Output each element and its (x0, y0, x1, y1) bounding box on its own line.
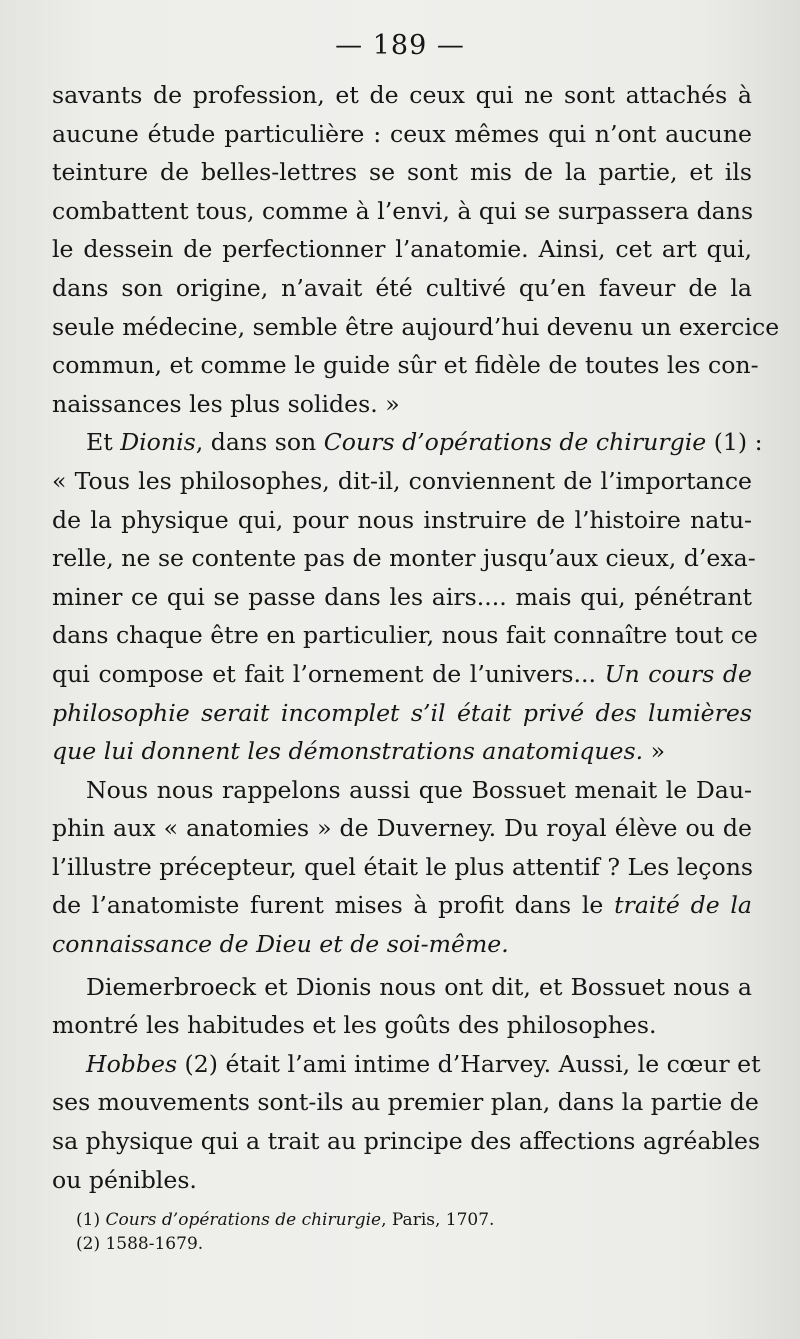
text-line: de l’anatomiste furent mises à profit dans le traité de la (52, 891, 752, 920)
text-line: teinture de belles-lettres se sont mis de la partie, et ils (52, 158, 752, 187)
text-line: Hobbes (2) était l’ami intime d’Harvey. Aussi, le cœur et (86, 1049, 761, 1078)
text-line: sa physique qui a trait au principe des affections agréables (52, 1127, 761, 1156)
text-line: seule médecine, semble être aujourd’hui devenu un exercice (52, 312, 780, 341)
paragraph (52, 76, 780, 423)
text-line: philosophie serait incomplet s’il était privé des lumières (52, 698, 752, 727)
text-line: combattent tous, comme à l’envi, à qui se surpassera dans (52, 196, 754, 225)
text-line: ou pénibles. (52, 1165, 197, 1194)
text-line: dans son origine, n’avait été cultivé qu’en faveur de la (52, 273, 752, 302)
text-line: commun, et comme le guide sûr et fidèle de toutes les con- (52, 351, 759, 380)
page-number: — 189 — (335, 30, 465, 61)
body-text (52, 76, 780, 1199)
text-line: connaissance de Dieu et de soi-même. (52, 930, 509, 959)
text-line: relle, ne se contente pas de monter jusqu’aux cieux, d’exa- (52, 544, 756, 573)
paragraph (52, 968, 752, 1045)
text-line: phin aux « anatomies » de Duverney. Du royal élève ou de (52, 814, 752, 843)
footnotes (76, 1208, 676, 1256)
paragraph (52, 423, 763, 770)
footnote: (1) Cours d’opérations de chirurgie, Paris, 1707. (76, 1210, 495, 1230)
text-line: « Tous les philosophes, dit-il, conviennent de l’importance (52, 466, 752, 495)
text-line: Et Dionis, dans son Cours d’opérations de chirurgie (1) : (86, 428, 763, 457)
paragraph (52, 1045, 761, 1199)
text-line: Nous nous rappelons aussi que Bossuet menait le Dau- (86, 775, 752, 804)
text-line: le dessein de perfectionner l’anatomie. Ainsi, cet art qui, (52, 235, 752, 264)
text-line: que lui donnent les démonstrations anatomiques. » (52, 737, 666, 766)
text-line: aucune étude particulière : ceux mêmes qui n’ont aucune (52, 119, 752, 148)
text-line: miner ce qui se passe dans les airs.... mais qui, pénétrant (52, 582, 752, 611)
text-line: naissances les plus solides. » (52, 389, 400, 418)
text-line: dans chaque être en particulier, nous fait connaître tout ce (52, 621, 758, 650)
text-line: montré les habitudes et les goûts des philosophes. (52, 1011, 657, 1040)
text-line: de la physique qui, pour nous instruire de l’histoire natu- (52, 505, 752, 534)
text-line: savants de profession, et de ceux qui ne sont attachés à (52, 81, 752, 109)
text-line: qui compose et fait l’ornement de l’univers... Un cours de (52, 659, 752, 688)
text-line: Diemerbroeck et Dionis nous ont dit, et Bossuet nous a (86, 972, 752, 1001)
paragraph (52, 771, 752, 964)
text-line: ses mouvements sont-ils au premier plan, dans la partie de (52, 1088, 759, 1117)
footnote: (2) 1588-1679. (76, 1234, 204, 1254)
text-line: l’illustre précepteur, quel était le plus attentif ? Les leçons (52, 852, 754, 881)
